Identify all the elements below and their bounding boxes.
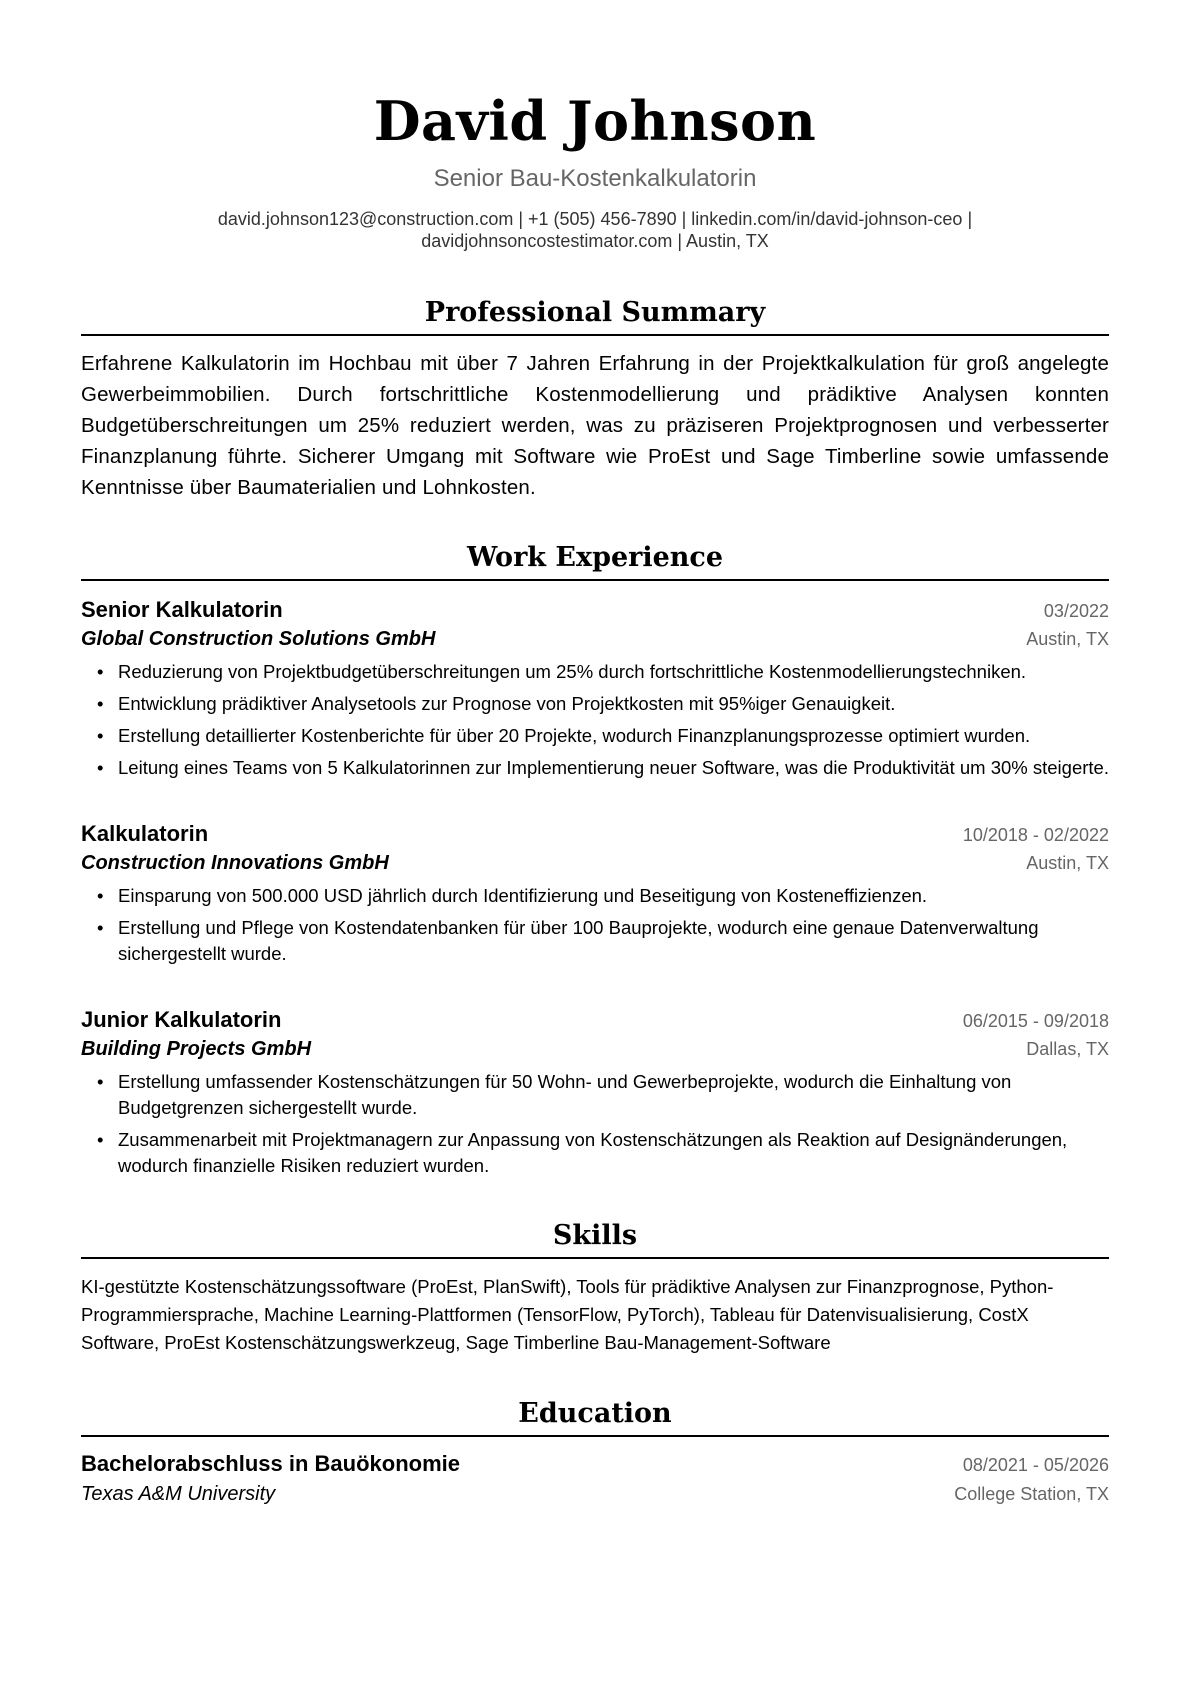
- bullet-item: • Erstellung umfassender Kostenschätzungen für 50 Wohn- und Gewerbeprojekte, wodurch die Einhaltung von Budgetgrenzen sichergestellt wurde.: [118, 1069, 1109, 1121]
- job-subheader: [81, 849, 1109, 877]
- job-location: Austin, TX: [1026, 853, 1109, 873]
- experience-section: [81, 541, 1109, 1179]
- job-company: Construction Innovations GmbH: [81, 852, 389, 874]
- education-section: [81, 1397, 1109, 1509]
- job-title: Junior Kalkulatorin: [81, 1007, 282, 1032]
- contact-line-1: david.johnson123@construction.com | +1 (505) 456-7890 | linkedin.com/in/david-johnson-ceo |: [217, 209, 973, 229]
- education-heading: Education: [81, 1397, 1109, 1437]
- job-header: [81, 595, 1109, 625]
- job-title: Senior Kalkulatorin: [81, 597, 283, 622]
- skills-heading: Skills: [81, 1219, 1109, 1259]
- education-header: [81, 1449, 1109, 1479]
- job-location: Dallas, TX: [1026, 1039, 1109, 1059]
- bullet-item: • Zusammenarbeit mit Projektmanagern zur Anpassung von Kostenschätzungen als Reaktion auf Designänderungen, wodurch finanzielle Risiken reduziert wurden.: [118, 1127, 1109, 1179]
- bullet-item: • Reduzierung von Projektbudgetüberschreitungen um 25% durch fortschrittliche Kostenmodellierungstechniken.: [118, 659, 1109, 685]
- summary-text: Erfahrene Kalkulatorin im Hochbau mit über 7 Jahren Erfahrung in der Projektkalkulation für groß angelegte Gewerbeimmobilien. Durch fortschrittliche Kostenmodellierung und prädiktive Analysen konnten Budgetüberschreitungen um 25% reduziert werden, was zu präziseren Projektprognosen und verbesserter Finanzplanung führte. Sicherer Umgang mit Software wie ProEst und Sage Timberline sowie umfassende Kenntnisse über Baumaterialien und Lohnkosten.: [81, 352, 1109, 499]
- bullet-item: • Leitung eines Teams von 5 Kalkulatorinnen zur Implementierung neuer Software, was die Produktivität um 30% steigerte.: [118, 755, 1109, 781]
- bullet-item: • Einsparung von 500.000 USD jährlich durch Identifizierung und Beseitigung von Kosteneffizienzen.: [118, 883, 1109, 909]
- job-entry: [81, 1005, 1109, 1179]
- education-degree: Bachelorabschluss in Bauökonomie: [81, 1451, 460, 1476]
- contact-info: [81, 208, 1109, 252]
- job-bullets: [81, 883, 1109, 967]
- bullet-item: • Erstellung und Pflege von Kostendatenbanken für über 100 Bauprojekte, wodurch eine genaue Datenverwaltung sichergestellt wurde.: [118, 915, 1109, 967]
- job-date: 10/2018 - 02/2022: [962, 825, 1109, 845]
- bullet-item: • Entwicklung prädiktiver Analysetools zur Prognose von Projektkosten mit 95%iger Genauigkeit.: [118, 691, 1109, 717]
- job-entry: [81, 595, 1109, 781]
- education-date: 08/2021 - 05/2026: [962, 1455, 1109, 1475]
- job-entry: [81, 819, 1109, 967]
- job-header: [81, 1005, 1109, 1035]
- skills-section: [81, 1219, 1109, 1357]
- skills-text: KI-gestützte Kostenschätzungssoftware (ProEst, PlanSwift), Tools für prädiktive Analysen zur Finanzprognose, Python-Programmiersprache, Machine Learning-Plattformen (TensorFlow, PyTorch), Tableau für Datenvisualisierung, CostX Software, ProEst Kostenschätzungswerkzeug, Sage Timberline Bau-Management-Software: [81, 1276, 1054, 1353]
- job-subheader: [81, 1035, 1109, 1063]
- candidate-title: Senior Bau-Kostenkalkulatorin: [433, 165, 757, 192]
- education-school: Texas A&M University: [81, 1483, 276, 1505]
- education-location: College Station, TX: [954, 1484, 1109, 1504]
- job-title: Kalkulatorin: [81, 821, 209, 846]
- summary-section: [81, 296, 1109, 503]
- summary-heading: Professional Summary: [81, 296, 1109, 336]
- contact-line-2: davidjohnsoncostestimator.com | Austin, TX: [421, 231, 769, 251]
- bullet-item: • Erstellung detaillierter Kostenberichte für über 20 Projekte, wodurch Finanzplanungsprozesse optimiert wurden.: [118, 723, 1109, 749]
- job-bullets: [81, 1069, 1109, 1179]
- job-location: Austin, TX: [1026, 629, 1109, 649]
- job-date: 06/2015 - 09/2018: [962, 1011, 1109, 1031]
- job-date: 03/2022: [1043, 601, 1109, 621]
- education-subheader: [81, 1479, 1109, 1509]
- candidate-name: David Johnson: [373, 89, 817, 153]
- experience-heading: Work Experience: [81, 541, 1109, 581]
- job-company: Building Projects GmbH: [81, 1038, 312, 1060]
- job-subheader: [81, 625, 1109, 653]
- job-company: Global Construction Solutions GmbH: [81, 628, 436, 650]
- job-header: [81, 819, 1109, 849]
- job-bullets: [81, 659, 1109, 781]
